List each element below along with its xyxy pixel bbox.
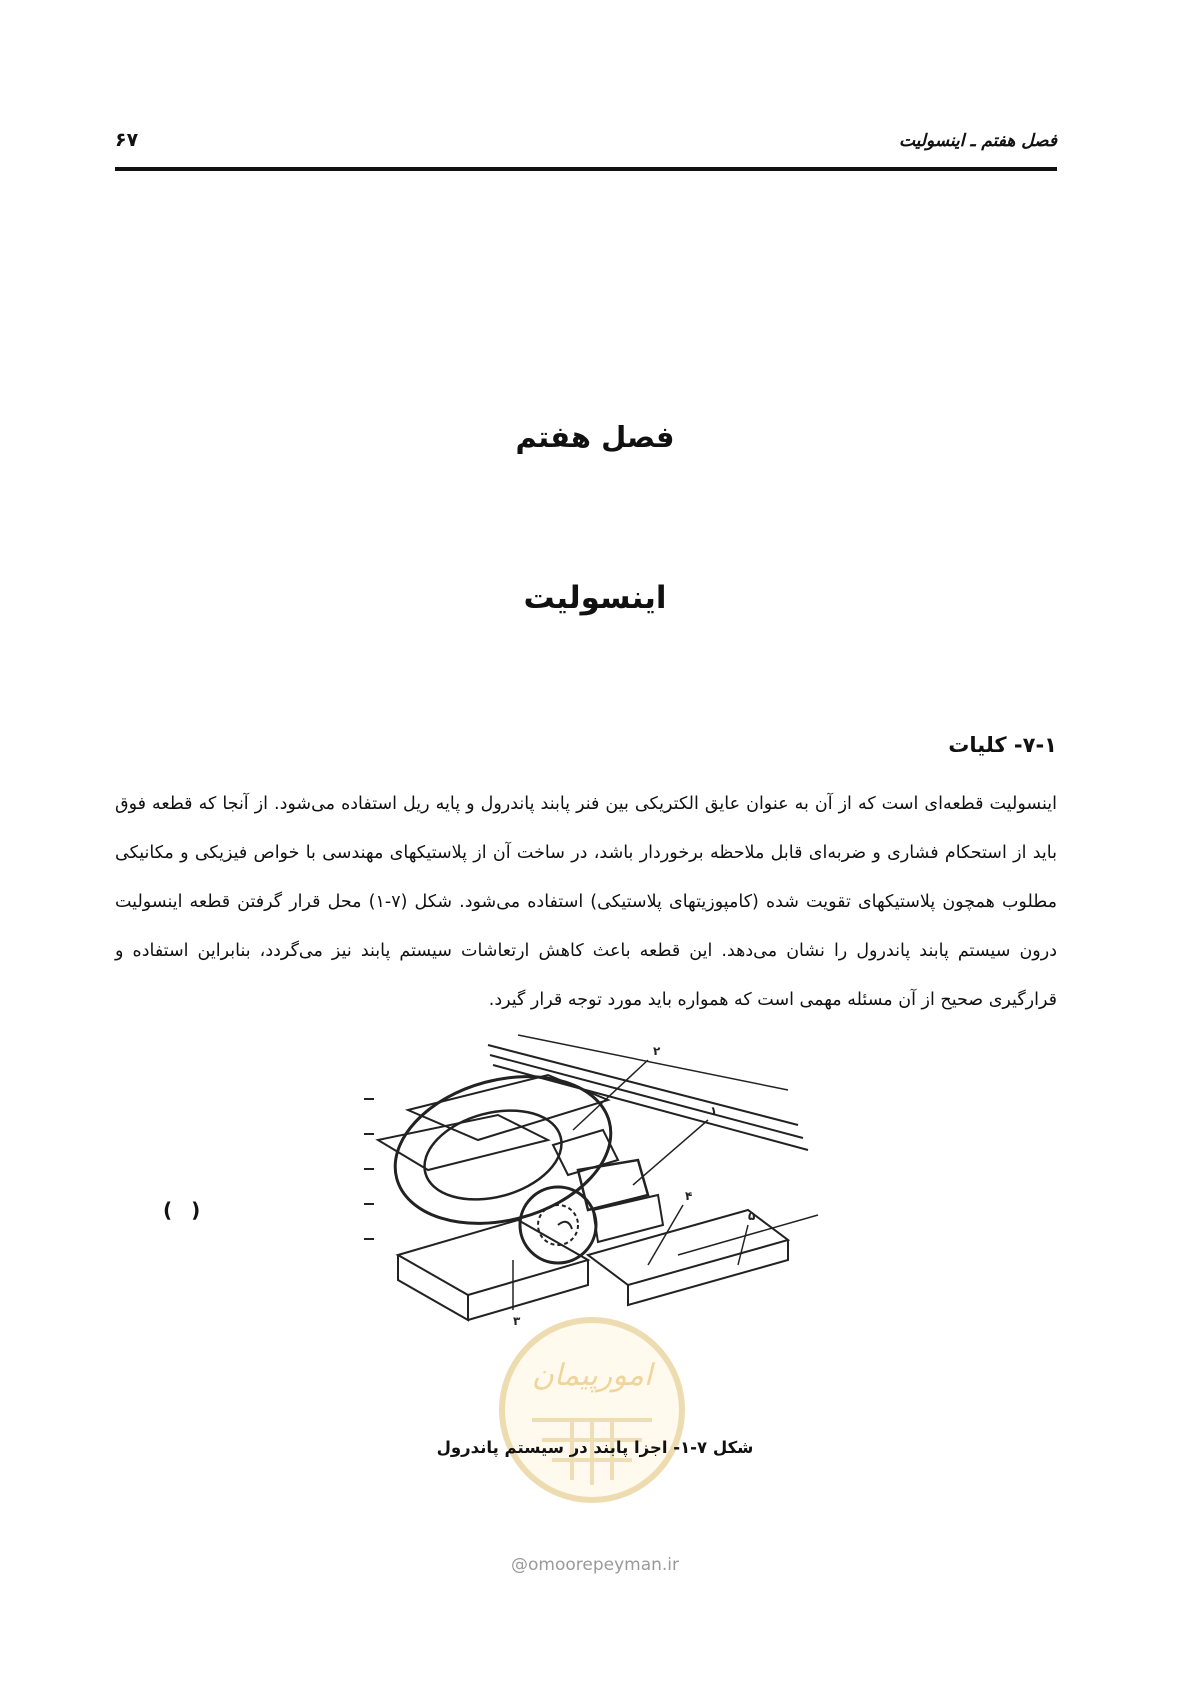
watermark-url: @omoorepeyman.ir bbox=[510, 1555, 680, 1575]
running-head: فصل هفتم ـ اینسولیت bbox=[898, 131, 1057, 151]
figure-label-2: ۲ bbox=[653, 1044, 661, 1058]
watermark-logo bbox=[492, 1310, 692, 1510]
figure-label-4: ۴ bbox=[685, 1189, 693, 1203]
header-rule bbox=[115, 167, 1057, 171]
body-paragraph: اینسولیت قطعه‌ای است که از آن به عنوان عایق الکتریکی بین فنر پابند پاندرول و پایه ریل استفاده می‌شود. از آنجا که قطعه فوق باید از استحکام فشاری و ضربه‌ای قابل ملاحظه برخوردار باشد، در ساخت آن از پلاستیکهای مهندسی با خواص فیزیکی و مکانیکی مطلوب همچون پلاستیکهای تقویت شده (کامپوزیتهای پلاستیکی) استفاده می‌شود. شکل (۷-۱) محل قرار گرفتن قطعه اینسولیت درون سیستم پابند پاندرول را نشان می‌دهد. این قطعه باعث کاهش ارتعاشات سیستم پابند نیز می‌گردد، بنابراین استفاده و قرارگیری صحیح از آن مسئله مهمی است که همواره باید مورد توجه قرار گیرد. bbox=[115, 794, 1057, 1010]
figure-label-5: ۵ bbox=[748, 1209, 756, 1223]
chapter-title: فصل هفتم bbox=[515, 420, 675, 454]
figure-label-3: ۳ bbox=[513, 1314, 521, 1328]
page-number: ۶۷ bbox=[115, 129, 139, 151]
side-placeholder: ( ) bbox=[163, 1198, 207, 1222]
figure-caption: شکل ۷-۱- اجزا پابند در سیستم پاندرول bbox=[436, 1438, 754, 1457]
svg-text:امورپیمان: امورپیمان bbox=[531, 1358, 653, 1393]
figure-label-1: ۱ bbox=[710, 1104, 718, 1118]
chapter-subtitle: اینسولیت bbox=[523, 580, 667, 616]
section-heading: ۷-۱- کلیات bbox=[948, 733, 1057, 757]
page-header bbox=[115, 125, 1057, 165]
